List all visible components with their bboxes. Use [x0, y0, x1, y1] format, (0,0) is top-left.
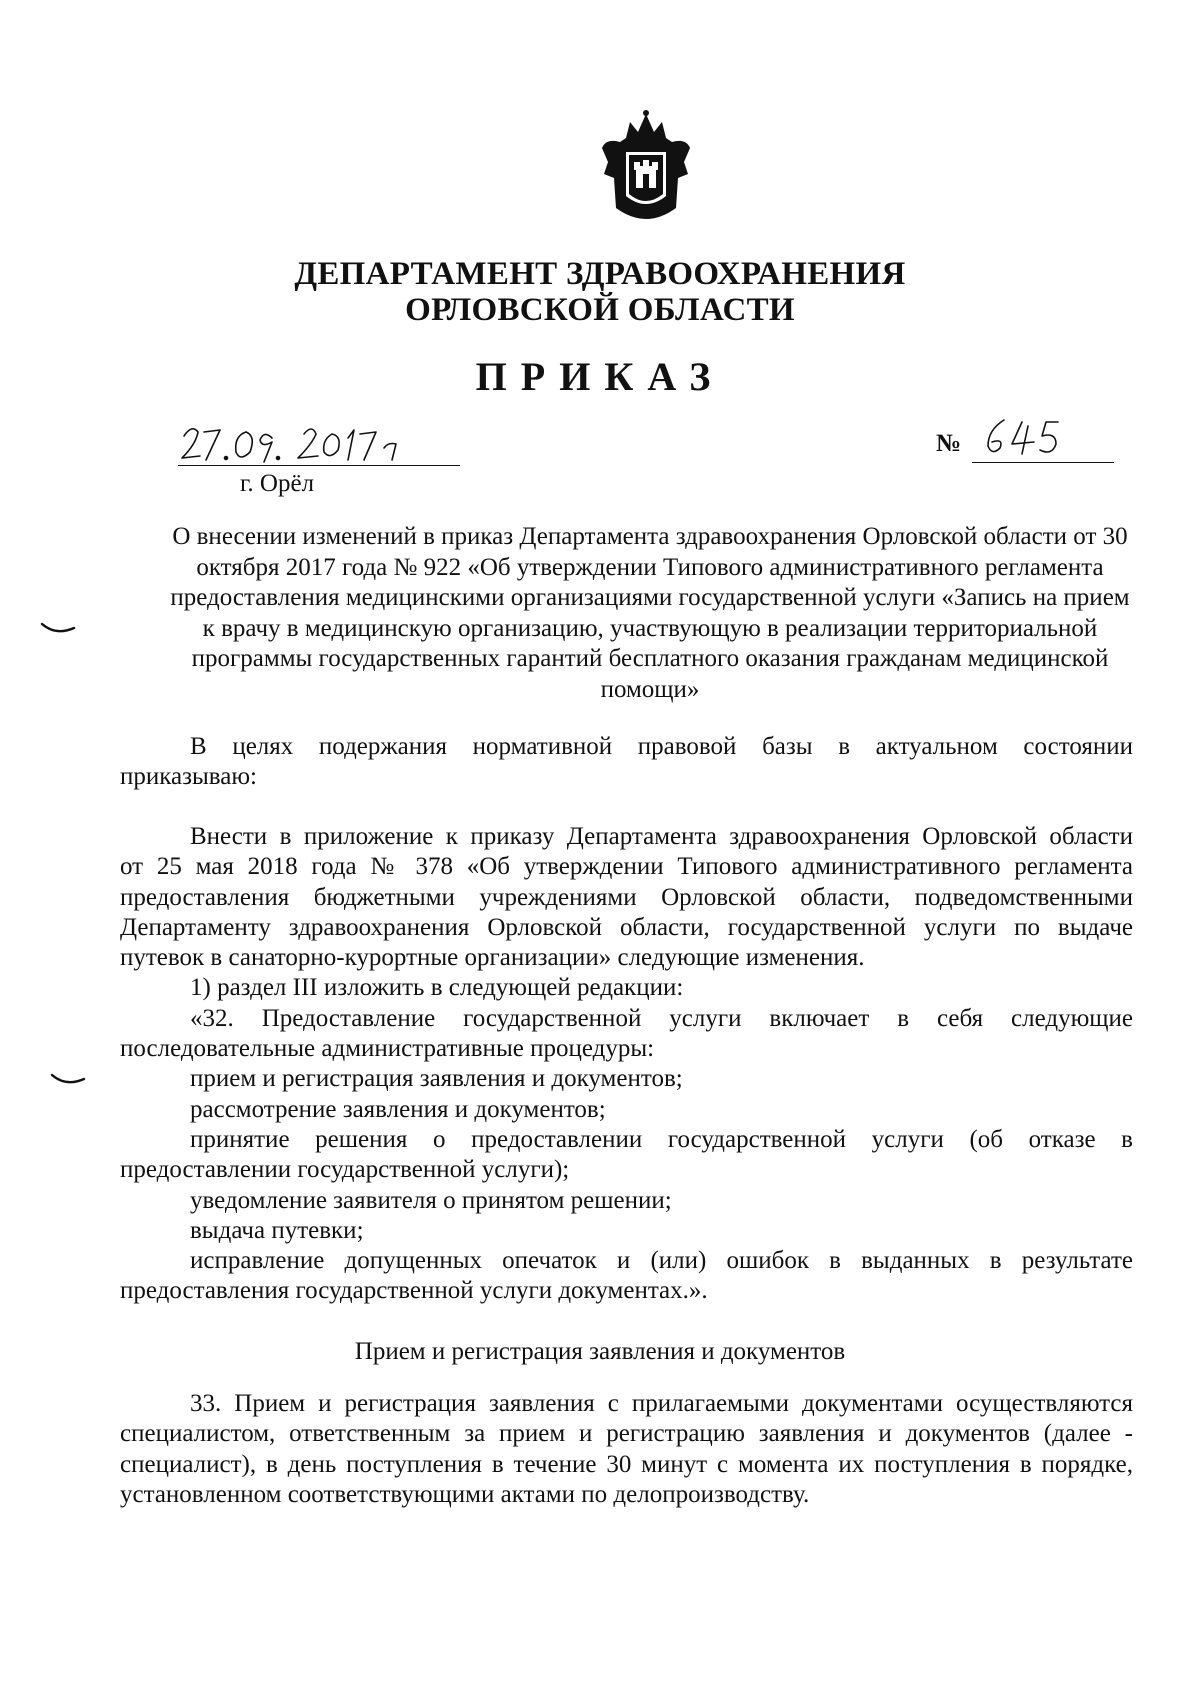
body-line: принятие решения о предоставлении государственной услуги (об отказе в [190, 1125, 1133, 1153]
preamble-paragraph [120, 732, 1133, 793]
body-line: Департаменту здравоохранения Орловской области, государственной услуги по выдаче [120, 913, 1133, 941]
body-line: предоставления государственной услуги документах.». [120, 1277, 708, 1305]
date-underline [178, 465, 460, 466]
document-subject [150, 522, 1150, 705]
section-line: специалистом, ответственным за прием и регистрацию заявления и документов (далее - [120, 1420, 1133, 1448]
body-line: выдача путевки; [190, 1216, 364, 1244]
subject-line: октября 2017 года № 922 «Об утверждении Типового административного регламента [196, 553, 1104, 581]
body-line: Внести в приложение к приказу Департамента здравоохранения Орловской области [190, 823, 1133, 850]
scan-margin-mark [50, 1073, 86, 1087]
section-line: установленном соответствующими актами по делопроизводству. [120, 1480, 810, 1508]
subject-line: О внесении изменений в приказ Департамента здравоохранения Орловской области от 30 [172, 523, 1128, 550]
body-line: уведомление заявителя о принятом решении; [190, 1186, 672, 1214]
body-line: предоставлении государственной услуги); [120, 1156, 570, 1184]
subject-line: предоставления медицинскими организациями государственной услуги «Запись на прием [170, 584, 1130, 611]
body-line: 1) раздел III изложить в следующей редакции: [190, 974, 684, 1002]
city-label: г. Орёл [240, 470, 315, 497]
subject-line: к врачу в медицинскую организацию, участвующую в реализации территориальной [202, 614, 1098, 642]
body-line: «32. Предоставление государственной услуги включает в себя следующие [190, 1004, 1133, 1032]
section-paragraph [120, 1389, 1133, 1510]
section-line: 33. Прием и регистрация заявления с прилагаемыми документами осуществляются [190, 1390, 1133, 1417]
body-line: путевок в санаторно-курортные организации» следующие изменения. [120, 944, 865, 972]
department-name-line1: ДЕПАРТАМЕНТ ЗДРАВООХРАНЕНИЯ [294, 256, 906, 292]
handwritten-number [978, 412, 1112, 460]
scan-margin-mark [40, 622, 76, 636]
handwritten-date [178, 418, 460, 466]
main-text [120, 822, 1133, 1307]
number-sign: № [936, 430, 962, 457]
body-line: от 25 мая 2018 года № 378 «Об утверждении Типового административного регламента [120, 853, 1133, 881]
body-line: рассмотрение заявления и документов; [190, 1095, 606, 1123]
body-line: исправление допущенных опечаток и (или) ошибок в выданных в результате [190, 1247, 1133, 1275]
body-line: прием и регистрация заявления и документов; [190, 1065, 683, 1093]
document-type-title: ПРИКАЗ [475, 354, 725, 399]
preamble-line: приказываю: [120, 763, 257, 791]
section-heading: Прием и регистрация заявления и документов [354, 1338, 846, 1365]
section-line: специалист), в день поступления в течение 30 минут с момента их поступления в порядке, [120, 1450, 1133, 1478]
number-underline [972, 462, 1114, 463]
orel-coat-of-arms-icon [596, 108, 696, 226]
body-line: последовательные административные процедуры: [120, 1035, 655, 1063]
body-line: предоставления бюджетными учреждениями Орловской области, подведомственными [120, 883, 1133, 911]
subject-line: программы государственных гарантий бесплатного оказания гражданам медицинской [191, 645, 1109, 672]
department-name-line2: ОРЛОВСКОЙ ОБЛАСТИ [405, 292, 795, 328]
preamble-line: В целях подержания нормативной правовой базы в актуальном состоянии [190, 733, 1133, 760]
subject-line: помощи» [600, 675, 700, 703]
